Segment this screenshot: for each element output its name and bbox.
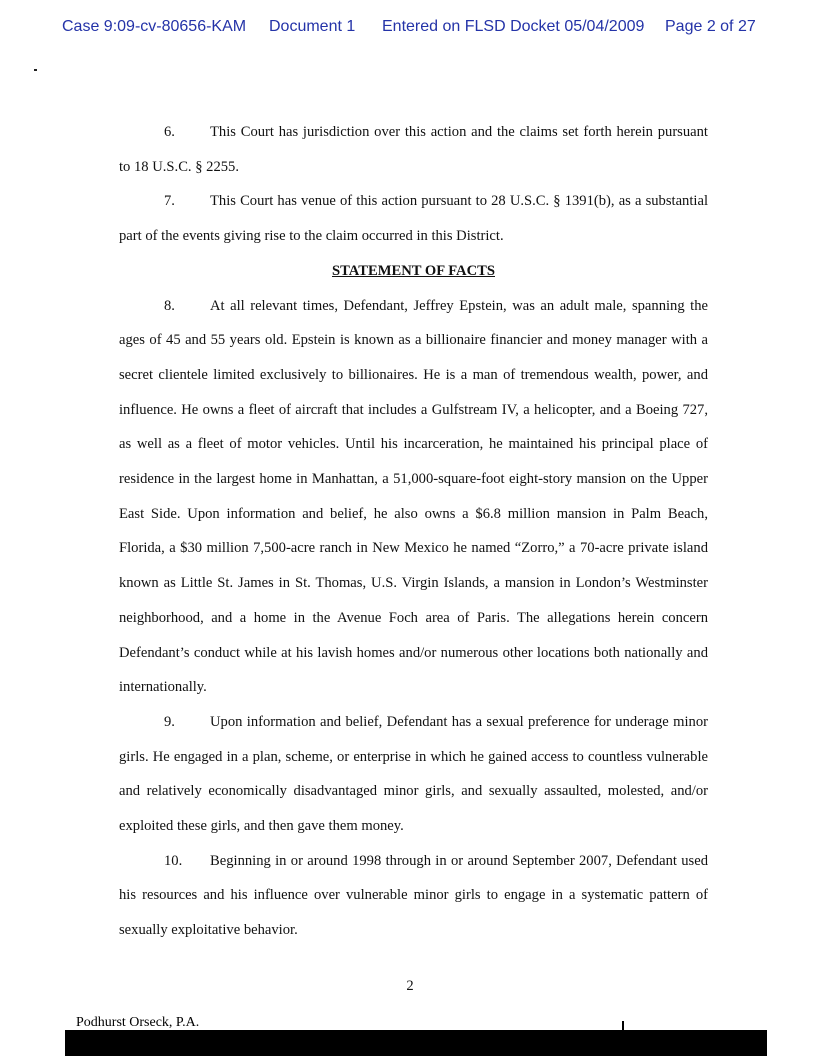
section-heading: STATEMENT OF FACTS xyxy=(332,262,495,279)
paragraph-8 xyxy=(119,289,708,705)
footer-bar xyxy=(65,1030,767,1056)
page-indicator: Page 2 of 27 xyxy=(665,18,756,35)
paragraph-text: Upon information and belief, Defendant has a sexual preference for underage minor girls. He engaged in a plan, scheme, or enterprise in which he gained access to countless vulnerable and relatively economically disadvantaged minor girls, and sexually assaulted, molested, and/or exploited these girls, and then gave them money. xyxy=(119,713,708,835)
document-number: Document 1 xyxy=(269,18,356,35)
paragraph-number: 10. xyxy=(164,852,183,869)
paragraph-number: 7. xyxy=(164,193,175,210)
paragraph-9 xyxy=(119,705,708,844)
paragraph-text: At all relevant times, Defendant, Jeffrey Epstein, was an adult male, spanning the ages of 45 and 55 years old. Epstein is known as a billionaire financier and money manager with a secret clientele limited exclusively to billionaires. He is a man of tremendous wealth, power, and influence. He owns a fleet of aircraft that includes a Gulfstream IV, a helicopter, and a Boeing 727, as well as a fleet of motor vehicles. Until his incarceration, he maintained his principal place of residence in the largest home in Manhattan, a 51,000-square-foot eight-story mansion on the Upper East Side. Upon information and belief, he also owns a $6.8 million mansion in Palm Beach, Florida, a $30 million 7,500-acre ranch in New Mexico he named “Zorro,” a 70-acre private island known as Little St. James in St. Thomas, U.S. Virgin Islands, a mansion in London’s Westminster neighborhood, and a home in the Avenue Foch area of Paris. The allegations herein concern Defendant’s conduct while at his lavish homes and/or numerous other locations both nationally and internationally. xyxy=(119,297,708,696)
paragraph-6 xyxy=(119,115,708,184)
firm-name: Podhurst Orseck, P.A. xyxy=(76,1015,200,1030)
paragraph-number: 8. xyxy=(164,297,175,314)
paragraph-7 xyxy=(119,184,708,253)
case-number: Case 9:09-cv-80656-KAM xyxy=(62,18,247,35)
paragraph-number: 9. xyxy=(164,713,175,730)
paragraph-text: This Court has venue of this action pursuant to 28 U.S.C. § 1391(b), as a substantial part of the events giving rise to the claim occurred in this District. xyxy=(119,193,708,245)
paragraph-10 xyxy=(119,844,708,948)
page-number: 2 xyxy=(406,978,414,994)
paragraph-number: 6. xyxy=(164,124,175,140)
scan-mark xyxy=(34,69,37,71)
paragraph-text: This Court has jurisdiction over this action and the claims set forth herein pursuant to 18 U.S.C. § 2255. xyxy=(119,124,708,175)
docket-header xyxy=(62,18,762,36)
docket-entry-date: Entered on FLSD Docket 05/04/2009 xyxy=(382,18,645,35)
paragraph-block-1 xyxy=(119,115,708,948)
paragraph-text: Beginning in or around 1998 through in or around September 2007, Defendant used his resources and his influence over vulnerable minor girls to engage in a systematic pattern of sexually exploitative behavior. xyxy=(119,852,708,939)
